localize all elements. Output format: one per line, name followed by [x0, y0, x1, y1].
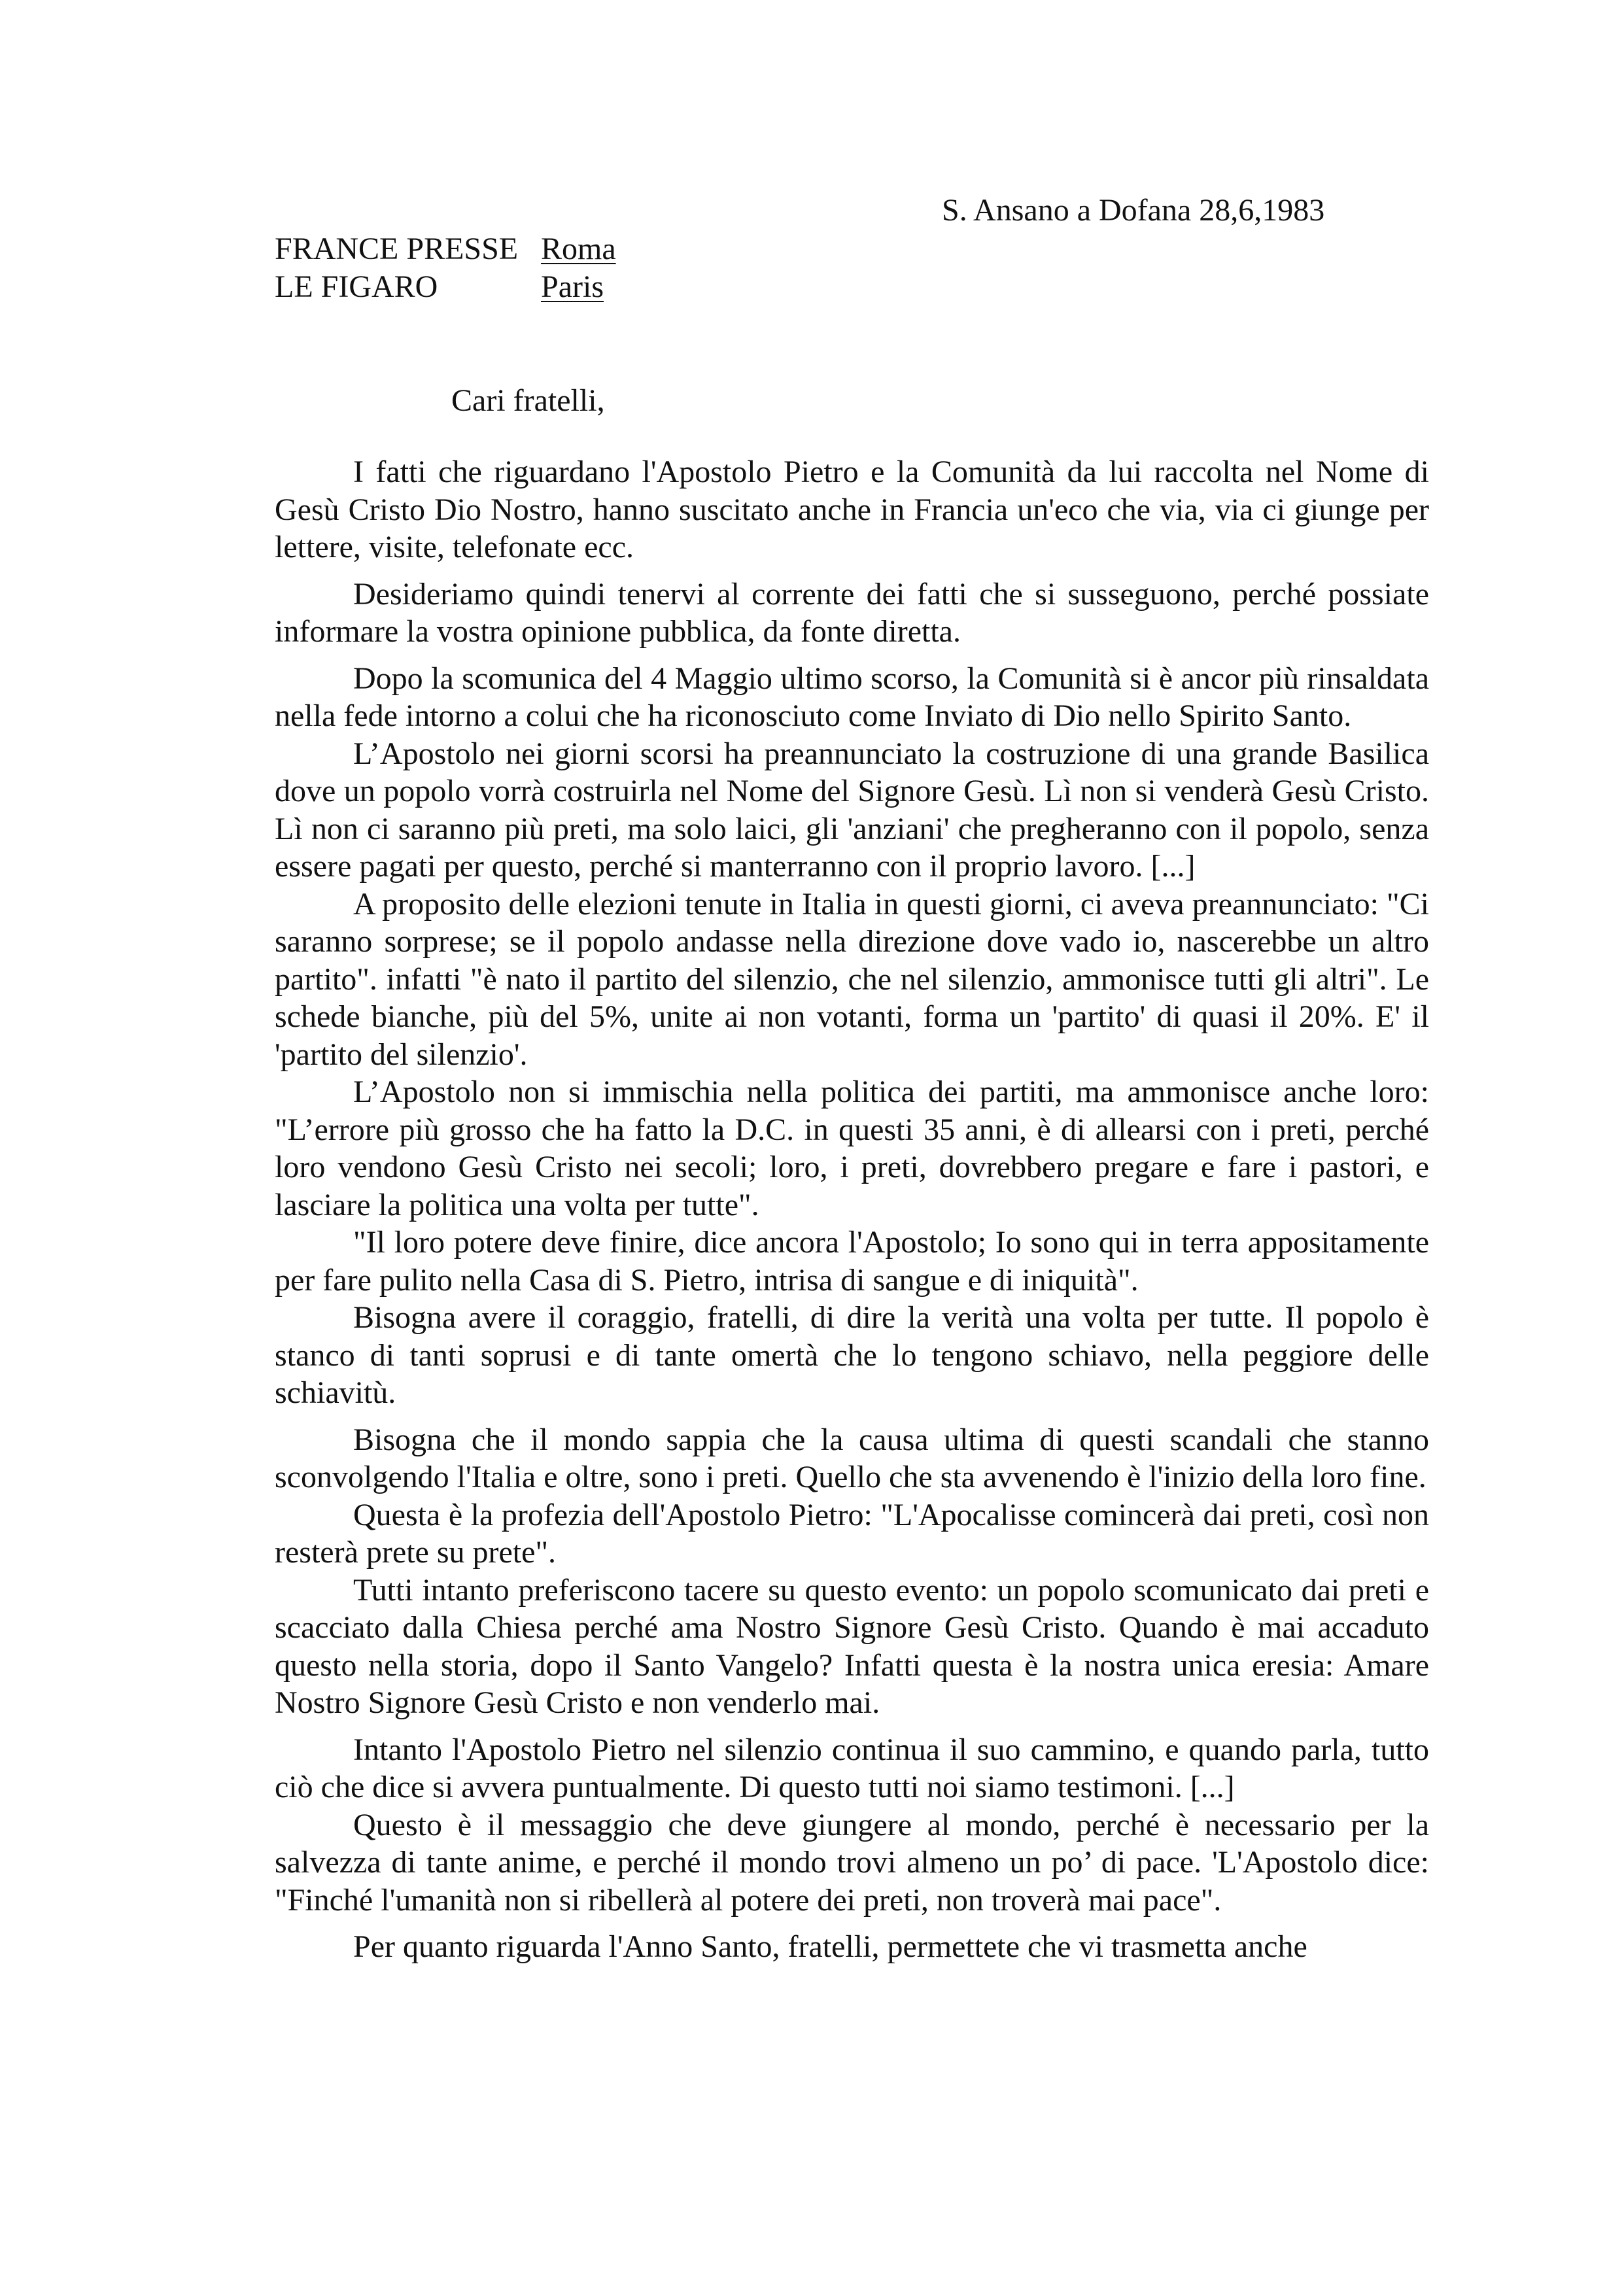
recipient-name: LE FIGARO — [275, 269, 438, 304]
recipient-name: FRANCE PRESSE — [275, 232, 519, 266]
recipient-city: Roma — [541, 232, 616, 266]
body-paragraph: Per quanto riguarda l'Anno Santo, fratelli, permettete che vi trasmetta anche — [353, 1929, 1307, 1964]
body-paragraph: L’Apostolo nei giorni scorsi ha preannunciato la costruzione di una grande Basilica dove un popolo vorrà costruirla nel Nome del Signore Gesù. Lì non si venderà Gesù Cristo. Lì non ci saranno più preti, ma solo laici, gli 'anziani' che pregheranno con il popolo, senza essere pagati per questo, perché si manterranno con il proprio lavoro. [...] — [275, 736, 1429, 884]
body-paragraph: Intanto l'Apostolo Pietro nel silenzio continua il suo cammino, e quando parla, tutto ciò che dice si avvera puntualmente. Di questo tutti noi siamo testimoni. [...] — [275, 1732, 1429, 1804]
letter-body — [275, 453, 1429, 1966]
body-paragraph: Tutti intanto preferiscono tacere su questo evento: un popolo scomunicato dai preti e scacciato dalla Chiesa perché ama Nostro Signore Gesù Cristo. Quando è mai accaduto questo nella storia, dopo il Santo Vangelo? Infatti questa è la nostra unica eresia: Amare Nostro Signore Gesù Cristo e non venderlo mai. — [275, 1572, 1429, 1720]
body-paragraph: Bisogna avere il coraggio, fratelli, di dire la verità una volta per tutte. Il popolo è stanco di tanti soprusi e di tante omertà che lo tengono schiavo, nella peggiore delle schiavitù. — [275, 1300, 1429, 1410]
recipient-city: Paris — [541, 269, 604, 304]
body-paragraph: "Il loro potere deve finire, dice ancora l'Apostolo; Io sono qui in terra appositamente per fare pulito nella Casa di S. Pietro, intrisa di sangue e di iniquità". — [275, 1225, 1429, 1298]
body-paragraph: Bisogna che il mondo sappia che la causa ultima di questi scandali che stanno sconvolgendo l'Italia e oltre, sono i preti. Quello che sta avvenendo è l'inizio della loro fine. — [275, 1422, 1429, 1494]
body-paragraph: A proposito delle elezioni tenute in Italia in questi giorni, ci aveva preannunciato: "Ci saranno sorprese; se il popolo andasse nella direzione dove vado io, nascerebbe un altro partito". infatti "è nato il partito del silenzio, che nel silenzio, ammonisce tutti gli altri". Le schede bianche, più del 5%, unite ai non votanti, forma un 'partito' di quasi il 20%. E' il 'partito del silenzio'. — [275, 886, 1429, 1072]
body-paragraph: I fatti che riguardano l'Apostolo Pietro e la Comunità da lui raccolta nel Nome di Gesù Cristo Dio Nostro, hanno suscitato anche in Francia un'eco che via, via ci giunge per lettere, visite, telefonate ecc. — [275, 455, 1429, 564]
salutation: Cari fratelli, — [451, 383, 605, 418]
body-paragraph: Questa è la profezia dell'Apostolo Pietro: "L'Apocalisse comincerà dai preti, così non resterà prete su prete". — [275, 1497, 1429, 1570]
place-date: S. Ansano a Dofana 28,6,1983 — [942, 193, 1325, 228]
body-paragraph: Desideriamo quindi tenervi al corrente dei fatti che si susseguono, perché possiate informare la vostra opinione pubblica, da fonte diretta. — [275, 576, 1429, 649]
body-paragraph: L’Apostolo non si immischia nella politica dei partiti, ma ammonisce anche loro: "L’errore più grosso che ha fatto la D.C. in questi 35 anni, è di allearsi con i preti, perché loro vendono Gesù Cristo nei secoli; loro, i preti, dovrebbero pregare e fare i pastori, e lasciare la politica una volta per tutte". — [275, 1075, 1429, 1222]
body-paragraph: Dopo la scomunica del 4 Maggio ultimo scorso, la Comunità si è ancor più rinsaldata nella fede intorno a colui che ha riconosciuto come Inviato di Dio nello Spirito Santo. — [275, 661, 1429, 733]
body-paragraph: Questo è il messaggio che deve giungere al mondo, perché è necessario per la salvezza di tante anime, e perché il mondo trovi almeno un po’ di pace. 'L'Apostolo dice: "Finché l'umanità non si ribellerà al potere dei preti, non troverà mai pace". — [275, 1807, 1429, 1918]
